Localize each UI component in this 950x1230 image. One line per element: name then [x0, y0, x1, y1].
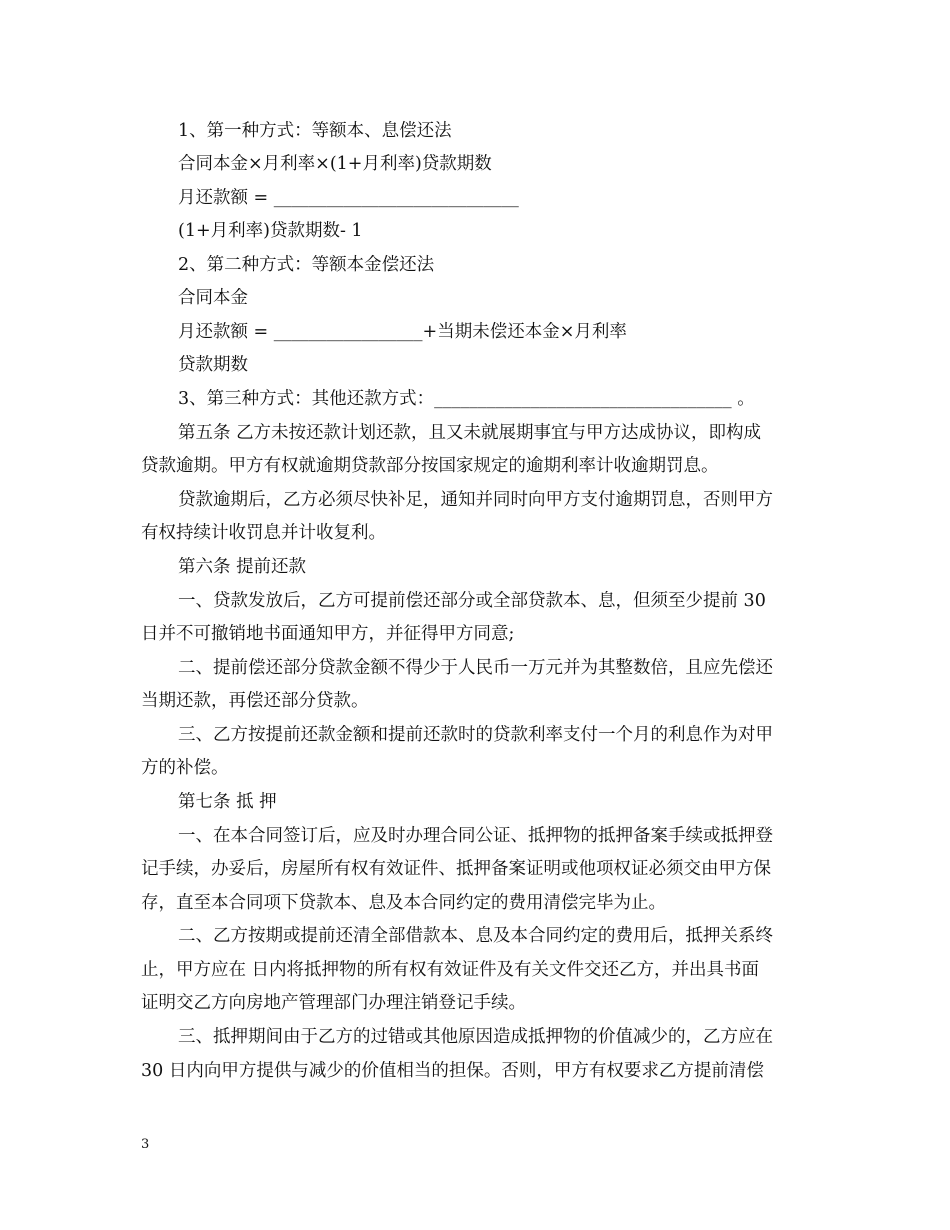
- text-line: 月还款额 = ____________________________: [178, 188, 519, 208]
- text-line: 一、贷款发放后，乙方可提前偿还部分或全部贷款本、息，但须至少提前 30: [178, 591, 766, 611]
- text-line: 止，甲方应在 日内将抵押物的所有权有效证件及有关文件交还乙方，并出具书面: [141, 960, 760, 980]
- text-line: 有权持续计收罚息并计收复利。: [141, 523, 386, 543]
- text-line: 合同本金: [178, 288, 248, 308]
- text-line: 存，直至本合同项下贷款本、息及本合同约定的费用清偿完毕为止。: [141, 893, 666, 913]
- text-line: 贷款逾期后，乙方必须尽快补足，通知并同时向甲方支付逾期罚息，否则甲方: [178, 490, 773, 510]
- text-line: 1、第一种方式：等额本、息偿还法: [178, 121, 452, 141]
- text-line: 当期还款，再偿还部分贷款。: [141, 691, 369, 711]
- text-line: 方的补偿。: [141, 758, 229, 778]
- text-line: 记手续，办妥后，房屋所有权有效证件、抵押备案证明或他项权证必须交由甲方保: [141, 859, 771, 879]
- text-line: 一、在本合同签订后，应及时办理合同公证、抵押物的抵押备案手续或抵押登: [178, 826, 773, 846]
- text-line: 3、第三种方式：其他还款方式：__________________________________ 。: [178, 389, 755, 409]
- page-number: 3: [141, 1137, 150, 1152]
- text-line: 证明交乙方向房地产管理部门办理注销登记手续。: [141, 993, 526, 1013]
- article-7-heading: 第七条 抵 押: [178, 792, 277, 812]
- text-line: 日并不可撤销地书面通知甲方，并征得甲方同意;: [141, 624, 515, 644]
- text-line: 30 日内向甲方提供与减少的价值相当的担保。否则，甲方有权要求乙方提前清偿: [141, 1061, 764, 1081]
- text-line: 三、乙方按提前还款金额和提前还款时的贷款利率支付一个月的利息作为对甲: [178, 725, 773, 745]
- text-line: 二、提前偿还部分贷款金额不得少于人民币一万元并为其整数倍，且应先偿还: [178, 658, 773, 678]
- text-line: 2、第二种方式：等额本金偿还法: [178, 255, 435, 275]
- article-5-heading: 第五条 乙方未按还款计划还款，且又未就展期事宜与甲方达成协议，即构成: [178, 423, 762, 443]
- text-line: 月还款额 = _________________+当期未偿还本金×月利率: [178, 322, 627, 342]
- text-line: 贷款期数: [178, 355, 248, 375]
- text-line: 三、抵押期间由于乙方的过错或其他原因造成抵押物的价值减少的，乙方应在: [178, 1027, 773, 1047]
- text-line: 贷款逾期。甲方有权就逾期贷款部分按国家规定的逾期利率计收逾期罚息。: [141, 456, 719, 476]
- text-line: (1+月利率)贷款期数- 1: [178, 221, 363, 241]
- text-line: 合同本金×月利率×(1+月利率)贷款期数: [178, 154, 492, 174]
- text-line: 二、乙方按期或提前还清全部借款本、息及本合同约定的费用后，抵押关系终: [178, 926, 773, 946]
- article-6-heading: 第六条 提前还款: [178, 557, 307, 577]
